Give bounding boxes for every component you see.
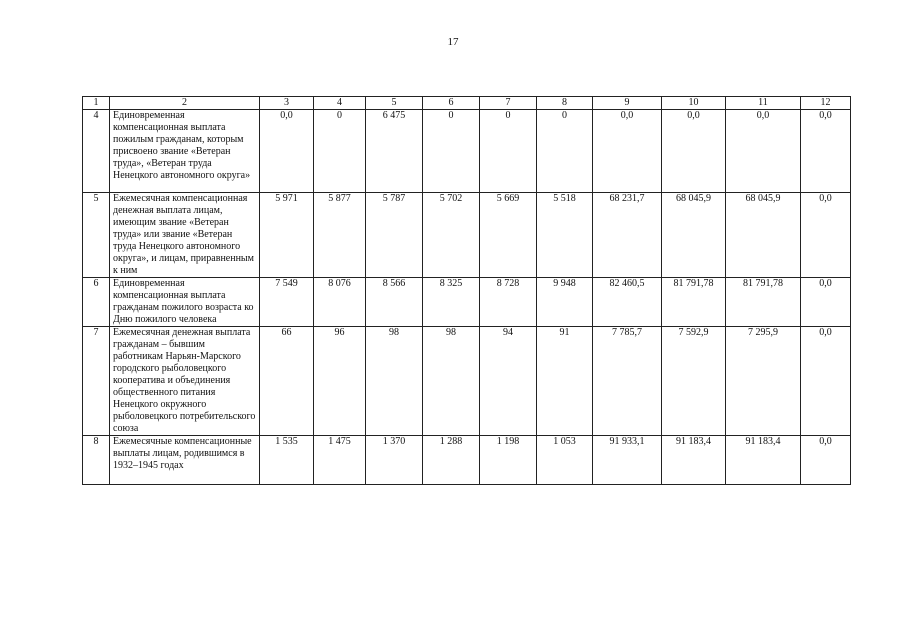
table-header-row	[83, 97, 851, 110]
cell-value: 0,0	[801, 110, 851, 193]
row-number: 5	[83, 193, 110, 278]
cell-value: 68 045,9	[726, 193, 801, 278]
column-header: 7	[480, 97, 537, 110]
cell-value: 91 183,4	[726, 436, 801, 485]
cell-value: 81 791,78	[662, 278, 726, 327]
cell-value: 5 518	[537, 193, 593, 278]
column-header: 2	[110, 97, 260, 110]
cell-value: 0,0	[801, 193, 851, 278]
column-header: 1	[83, 97, 110, 110]
column-header: 10	[662, 97, 726, 110]
cell-value: 81 791,78	[726, 278, 801, 327]
cell-value: 68 045,9	[662, 193, 726, 278]
cell-value: 0	[537, 110, 593, 193]
table-row	[83, 436, 851, 485]
cell-value: 1 288	[423, 436, 480, 485]
cell-value: 0,0	[662, 110, 726, 193]
row-number: 4	[83, 110, 110, 193]
cell-value: 7 592,9	[662, 327, 726, 436]
cell-value: 68 231,7	[593, 193, 662, 278]
cell-value: 8 566	[366, 278, 423, 327]
column-header: 4	[314, 97, 366, 110]
column-header: 8	[537, 97, 593, 110]
cell-value: 0,0	[801, 436, 851, 485]
row-description: Единовременная компенсационная выплата пожилым гражданам, которым присвоено звание «Ветеран труда», «Ветеран труда Ненецкого автономного округа»	[110, 110, 260, 193]
cell-value: 8 325	[423, 278, 480, 327]
cell-value: 0,0	[801, 278, 851, 327]
cell-value: 5 702	[423, 193, 480, 278]
cell-value: 5 971	[260, 193, 314, 278]
page-number: 17	[447, 36, 459, 48]
cell-value: 82 460,5	[593, 278, 662, 327]
cell-value: 0,0	[726, 110, 801, 193]
cell-value: 66	[260, 327, 314, 436]
cell-value: 7 785,7	[593, 327, 662, 436]
row-description: Ежемесячная денежная выплата гражданам – бывшим работникам Нарьян-Марского городского рыболовецкого кооператива и объединения общественного питания Ненецкого окружного рыболовецкого потребительского союза	[110, 327, 260, 436]
cell-value: 0,0	[260, 110, 314, 193]
cell-value: 0	[314, 110, 366, 193]
row-description: Единовременная компенсационная выплата гражданам пожилого возраста ко Дню пожилого человека	[110, 278, 260, 327]
row-number: 7	[83, 327, 110, 436]
row-description: Ежемесячные компенсационные выплаты лицам, родившимся в 1932–1945 годах	[110, 436, 260, 485]
cell-value: 1 198	[480, 436, 537, 485]
column-header: 11	[726, 97, 801, 110]
cell-value: 7 295,9	[726, 327, 801, 436]
row-number: 6	[83, 278, 110, 327]
column-header: 6	[423, 97, 480, 110]
table-row	[83, 193, 851, 278]
cell-value: 0,0	[593, 110, 662, 193]
row-description: Ежемесячная компенсационная денежная выплата лицам, имеющим звание «Ветеран труда» или звание «Ветеран труда Ненецкого автономного округа», и лицам, приравненным к ним	[110, 193, 260, 278]
column-header: 12	[801, 97, 851, 110]
cell-value: 9 948	[537, 278, 593, 327]
table-row	[83, 278, 851, 327]
data-table	[82, 96, 851, 485]
table-row	[83, 110, 851, 193]
cell-value: 5 787	[366, 193, 423, 278]
cell-value: 0	[423, 110, 480, 193]
cell-value: 1 053	[537, 436, 593, 485]
column-header: 9	[593, 97, 662, 110]
cell-value: 5 669	[480, 193, 537, 278]
cell-value: 98	[423, 327, 480, 436]
cell-value: 1 535	[260, 436, 314, 485]
cell-value: 1 370	[366, 436, 423, 485]
column-header: 3	[260, 97, 314, 110]
cell-value: 0	[480, 110, 537, 193]
cell-value: 91	[537, 327, 593, 436]
cell-value: 1 475	[314, 436, 366, 485]
cell-value: 6 475	[366, 110, 423, 193]
cell-value: 96	[314, 327, 366, 436]
cell-value: 5 877	[314, 193, 366, 278]
cell-value: 91 183,4	[662, 436, 726, 485]
table-row	[83, 327, 851, 436]
cell-value: 98	[366, 327, 423, 436]
cell-value: 0,0	[801, 327, 851, 436]
column-header: 5	[366, 97, 423, 110]
cell-value: 8 728	[480, 278, 537, 327]
cell-value: 91 933,1	[593, 436, 662, 485]
cell-value: 8 076	[314, 278, 366, 327]
cell-value: 7 549	[260, 278, 314, 327]
cell-value: 94	[480, 327, 537, 436]
row-number: 8	[83, 436, 110, 485]
